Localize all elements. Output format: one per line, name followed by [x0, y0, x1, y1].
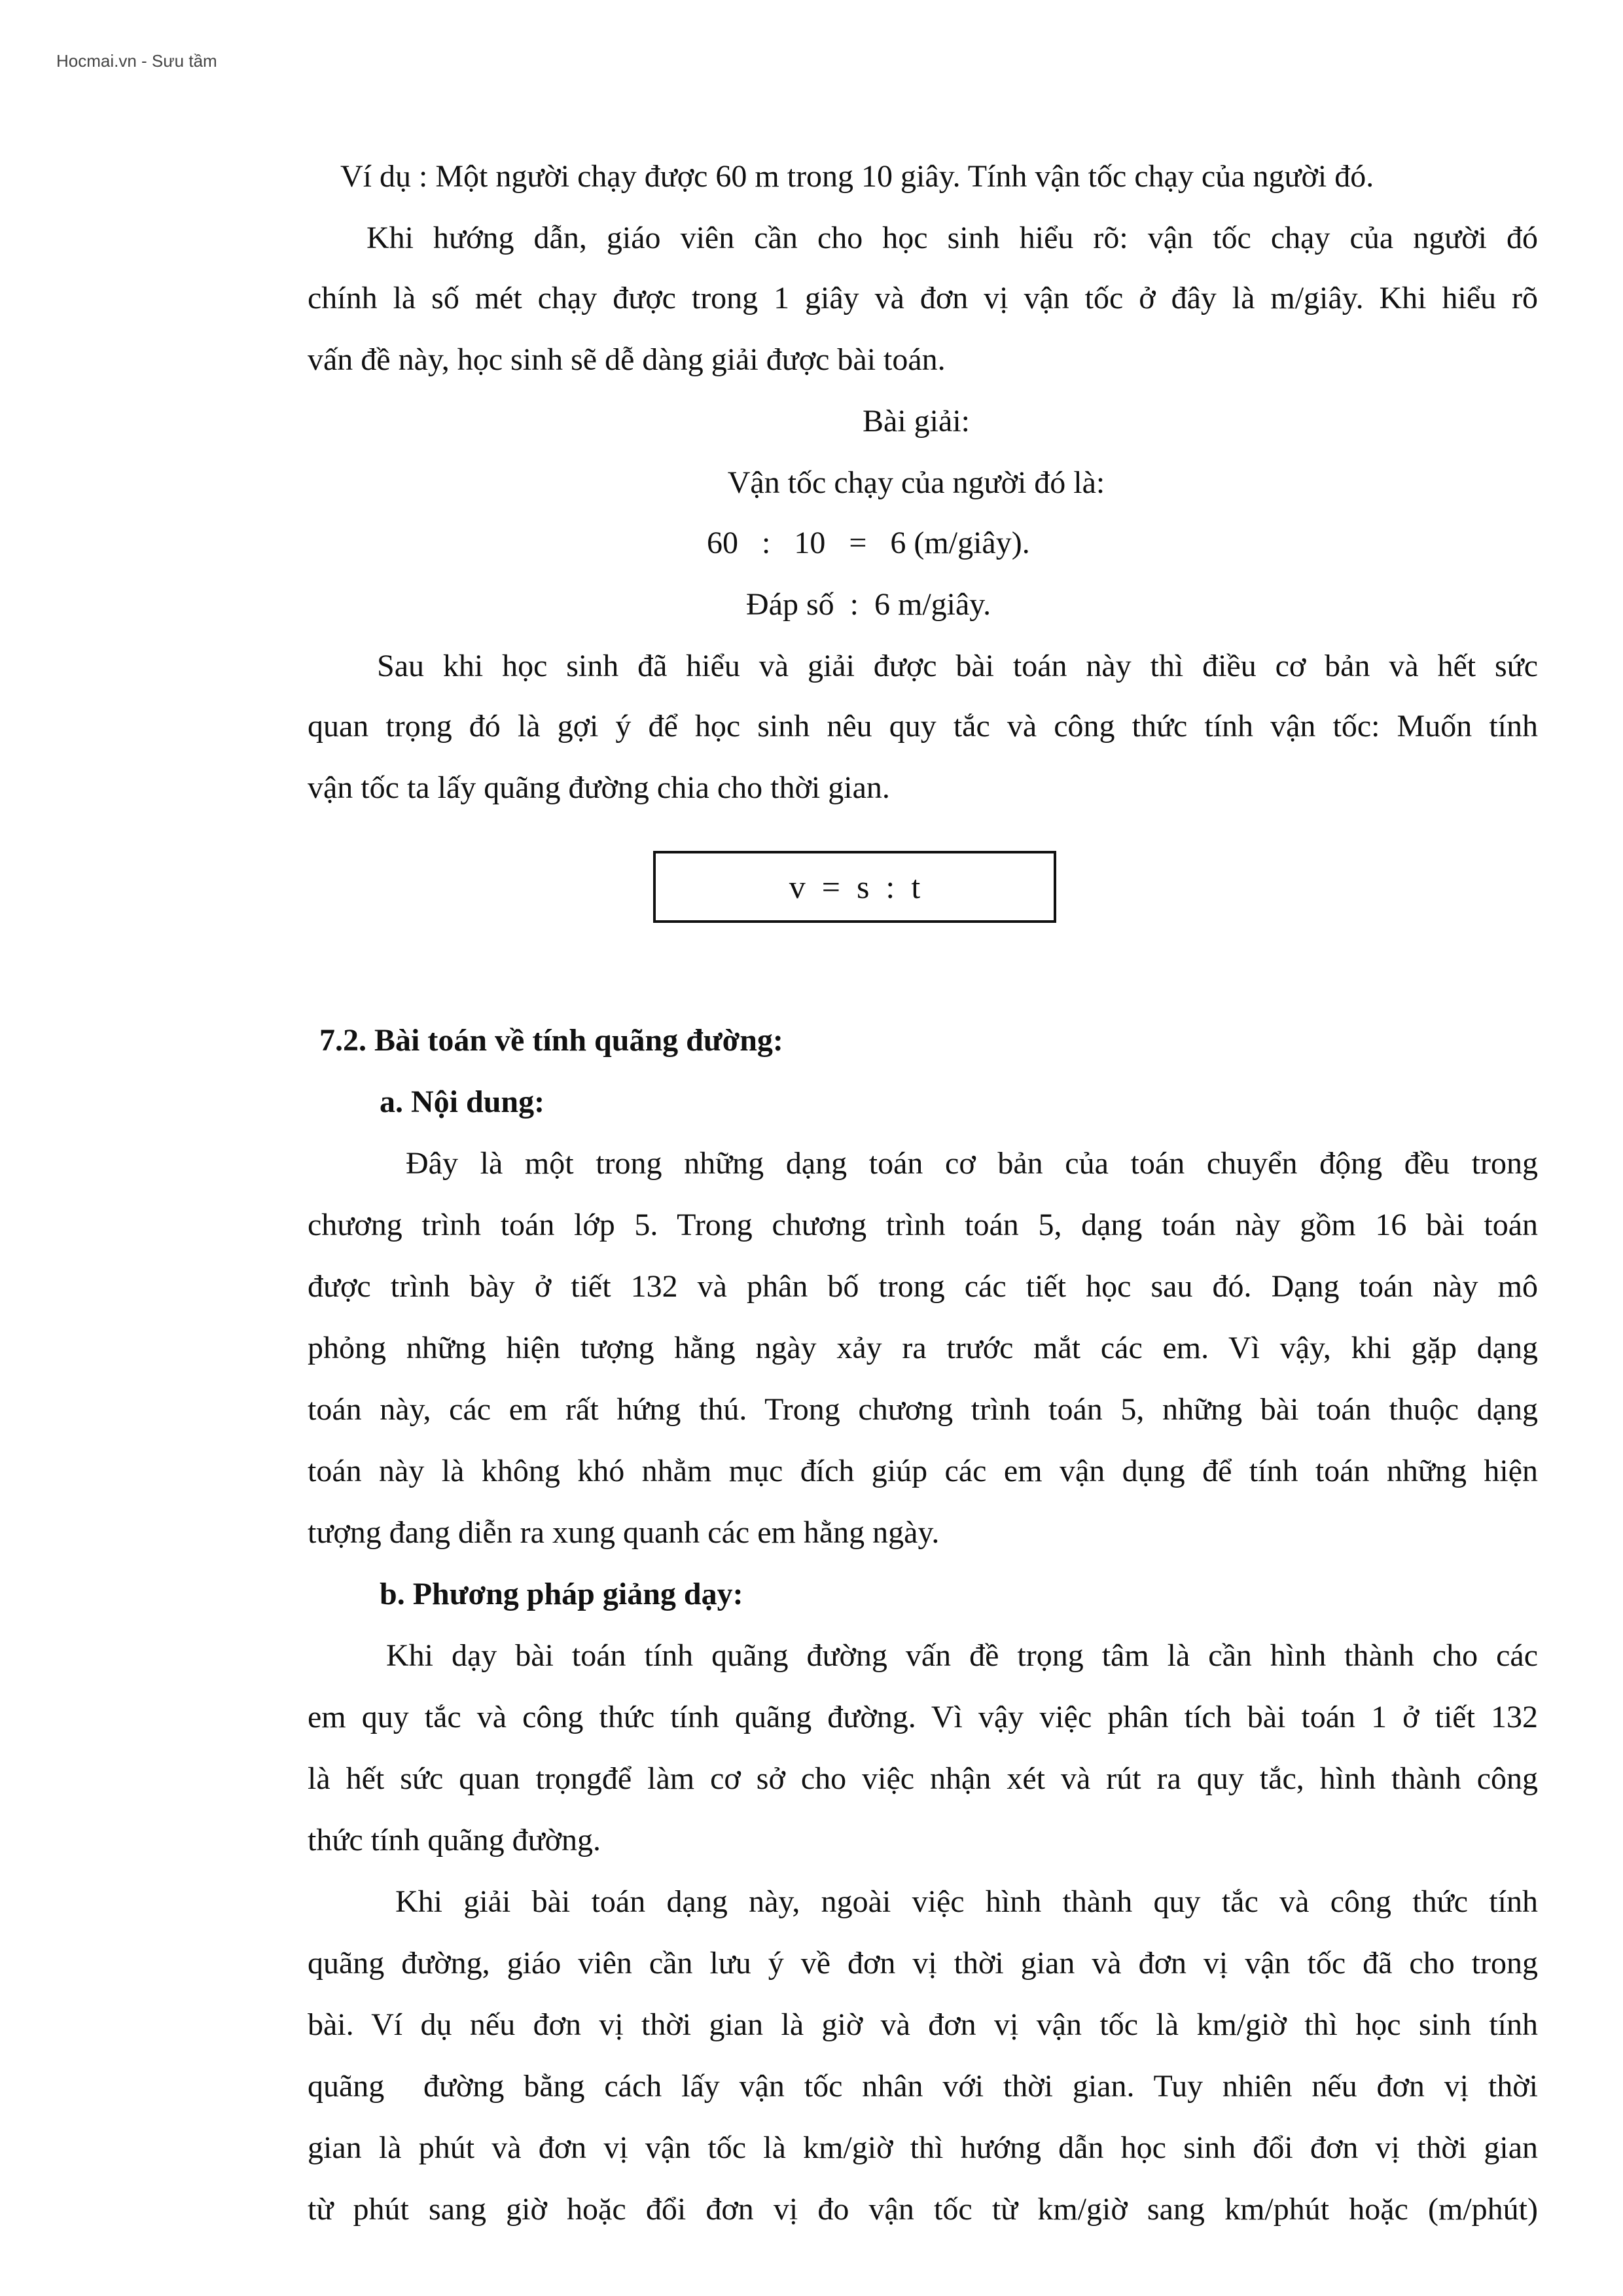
rule-line-3: vận tốc ta lấy quãng đường chia cho thời gian.	[308, 770, 890, 805]
content-line-3: được trình bày ở tiết 132 và phân bố trong các tiết học sau đó. Dạng toán này mô	[308, 1269, 1538, 1304]
formula-box	[653, 851, 1056, 923]
content-line-2: chương trình toán lớp 5. Trong chương trình toán 5, dạng toán này gồm 16 bài toán	[308, 1208, 1538, 1242]
example-problem: Ví dụ : Một người chạy được 60 m trong 10 giây. Tính vận tốc chạy của người đó.	[340, 159, 1374, 194]
content-line-5: toán này, các em rất hứng thú. Trong chương trình toán 5, những bài toán thuộc dạng	[308, 1392, 1538, 1427]
formula: v = s : t	[789, 869, 921, 905]
method-p2-line-5: gian là phút và đơn vị vận tốc là km/giờ thì hướng dẫn học sinh đổi đơn vị thời gian	[308, 2130, 1538, 2165]
section-title: 7.2. Bài toán về tính quãng đường:	[319, 1023, 783, 1058]
method-p1-line-3: là hết sức quan trọngđể làm cơ sở cho việc nhận xét và rút ra quy tắc, hình thành công	[308, 1761, 1538, 1796]
method-p2-line-2: quãng đường, giáo viên cần lưu ý về đơn vị thời gian và đơn vị vận tốc đã cho trong	[308, 1946, 1538, 1981]
rule-line-2: quan trọng đó là gợi ý để học sinh nêu quy tắc và công thức tính vận tốc: Muốn tính	[308, 709, 1538, 744]
page-header: Hocmai.vn - Sưu tầm	[56, 51, 217, 71]
method-p2-line-3: bài. Ví dụ nếu đơn vị thời gian là giờ và đơn vị vận tốc là km/giờ thì học sinh tính	[308, 2007, 1538, 2042]
guide-line-2: chính là số mét chạy được trong 1 giây và đơn vị vận tốc ở đây là m/giây. Khi hiểu rõ	[308, 281, 1538, 315]
guide-line-3: vấn đề này, học sinh sẽ dễ dàng giải được bài toán.	[308, 342, 946, 377]
solution-line: Vận tốc chạy của người đó là:	[727, 465, 1105, 500]
method-p2-line-1: Khi giải bài toán dạng này, ngoài việc hình thành quy tắc và công thức tính	[395, 1884, 1538, 1919]
method-p1-line-4: thức tính quãng đường.	[308, 1823, 601, 1857]
method-p1-line-2: em quy tắc và công thức tính quãng đường. Vì vậy việc phân tích bài toán 1 ở tiết 132	[308, 1700, 1538, 1734]
calculation: 60 : 10 = 6 (m/giây).	[707, 526, 1030, 560]
content-line-7: tượng đang diễn ra xung quanh các em hằng ngày.	[308, 1515, 940, 1550]
method-p2-line-6: từ phút sang giờ hoặc đổi đơn vị đo vận tốc từ km/giờ sang km/phút hoặc (m/phút)	[308, 2192, 1538, 2227]
content-line-1: Đây là một trong những dạng toán cơ bản của toán chuyển động đều trong	[406, 1146, 1538, 1181]
method-p1-line-1: Khi dạy bài toán tính quãng đường vấn đề trọng tâm là cần hình thành cho các	[386, 1638, 1538, 1673]
method-heading: b. Phương pháp giảng dạy:	[380, 1577, 743, 1611]
solution-title: Bài giải:	[863, 404, 970, 439]
guide-line-1: Khi hướng dẫn, giáo viên cần cho học sinh hiểu rõ: vận tốc chạy của người đó	[366, 221, 1538, 255]
content-heading: a. Nội dung:	[380, 1085, 545, 1119]
method-p2-line-4: quãng đường bằng cách lấy vận tốc nhân với thời gian. Tuy nhiên nếu đơn vị thời	[308, 2069, 1538, 2104]
content-line-6: toán này là không khó nhằm mục đích giúp các em vận dụng để tính toán những hiện	[308, 1454, 1538, 1488]
content-line-4: phỏng những hiện tượng hằng ngày xảy ra trước mắt các em. Vì vậy, khi gặp dạng	[308, 1331, 1538, 1365]
rule-line-1: Sau khi học sinh đã hiểu và giải được bài toán này thì điều cơ bản và hết sức	[377, 649, 1538, 683]
answer: Đáp số : 6 m/giây.	[746, 587, 991, 622]
